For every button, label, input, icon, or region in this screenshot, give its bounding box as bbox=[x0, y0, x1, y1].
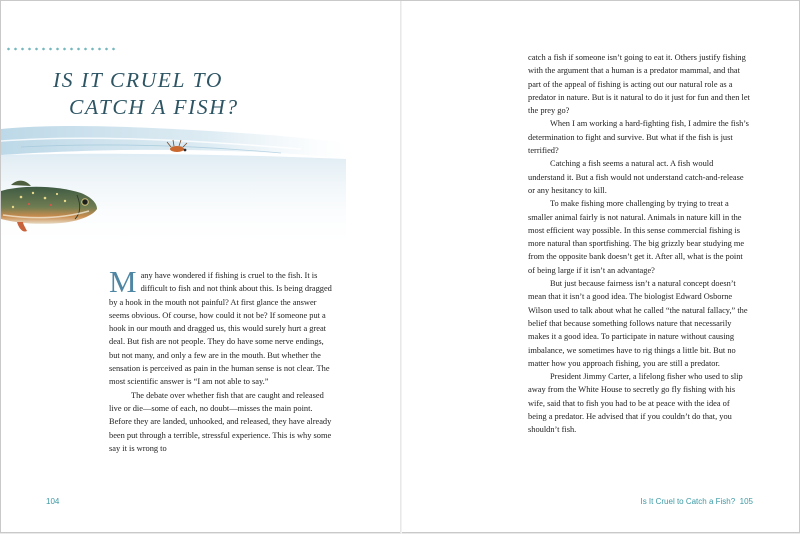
trout-watercolor-illustration bbox=[1, 119, 346, 249]
chapter-title bbox=[53, 67, 353, 121]
left-page-body bbox=[109, 264, 334, 455]
drop-cap: M bbox=[109, 264, 137, 299]
running-footer-right bbox=[640, 497, 753, 506]
paragraph: Catching a fish seems a natural act. A fish would understand it. But a fish would not understand catch-and-release or any hesitancy to kill. bbox=[528, 159, 744, 195]
running-head: Is It Cruel to Catch a Fish? bbox=[640, 497, 736, 506]
decorative-dot-rule bbox=[5, 46, 115, 52]
page-gutter bbox=[400, 1, 402, 534]
page-number-left: 104 bbox=[46, 497, 60, 506]
paragraph: President Jimmy Carter, a lifelong fisher who used to slip away from the White House to secretly go fly fishing with his wife, said that to fish you had to be at peace with the idea of being a predator. He advised that if you couldn’t do that, you shouldn’t fish. bbox=[528, 372, 743, 435]
paragraph: The debate over whether fish that are caught and released live or die—some of each, no doubt—misses the main point. Before they are landed, unhooked, and released, they have already been put through a terrible, stressful experience. This is why some say it is wrong to bbox=[109, 390, 332, 453]
right-page-body bbox=[528, 51, 750, 437]
paragraph: Many have wondered if fishing is cruel to the fish. It is difficult to fish and not think about this. Is being dragged by a hook in the mouth not painful? At first glance the answer seems obvious. Of course, how could it not be? If someone put a hook in our mouth and dragged us, this would surely hurt a great deal. But fish are not people. They do have some nerve endings, but not many, and only a few are in the mouth. But whether the sensation is perceived as pain in the human sense is not clear. The most scientific answer is “I am not able to say.” bbox=[109, 264, 332, 387]
paragraph: When I am working a hard-fighting fish, I admire the fish’s determination to fight and survive. But what if the fish is just terrified? bbox=[528, 119, 749, 156]
chapter-title-line-2: CATCH A FISH? bbox=[69, 95, 239, 119]
page-number-right: 105 bbox=[739, 497, 753, 506]
paragraph: To make fishing more challenging by trying to treat a smaller animal fairly is not natural. Animals in nature kill in the most efficient way possible. In this sense commercial fishing is more natural than sportfishing. The big grizzly bear studying me from the opposite bank doesn’t get it. After all, what is the point of being large if it isn’t an advantage? bbox=[528, 199, 745, 275]
paragraph: catch a fish if someone isn’t going to eat it. Others justify fishing with the argument that a human is a predator mammal, and that part of the appeal of fishing is acting out our natural role as a predator in nature. But is it natural to do it just for fun and then let the prey go? bbox=[528, 53, 750, 116]
paragraph: But just because fairness isn’t a natural concept doesn’t mean that it isn’t a good idea. The biologist Edward Osborne Wilson used to talk about what he called “the natural fallacy,” the belief that because something follows nature that necessarily makes it a good idea. To participate in nature without causing imbalance, we sometimes have to rig things a little bit. But no matter how you approach fishing, you are still a predator. bbox=[528, 279, 748, 368]
chapter-title-line-1: IS IT CRUEL TO bbox=[53, 68, 223, 92]
